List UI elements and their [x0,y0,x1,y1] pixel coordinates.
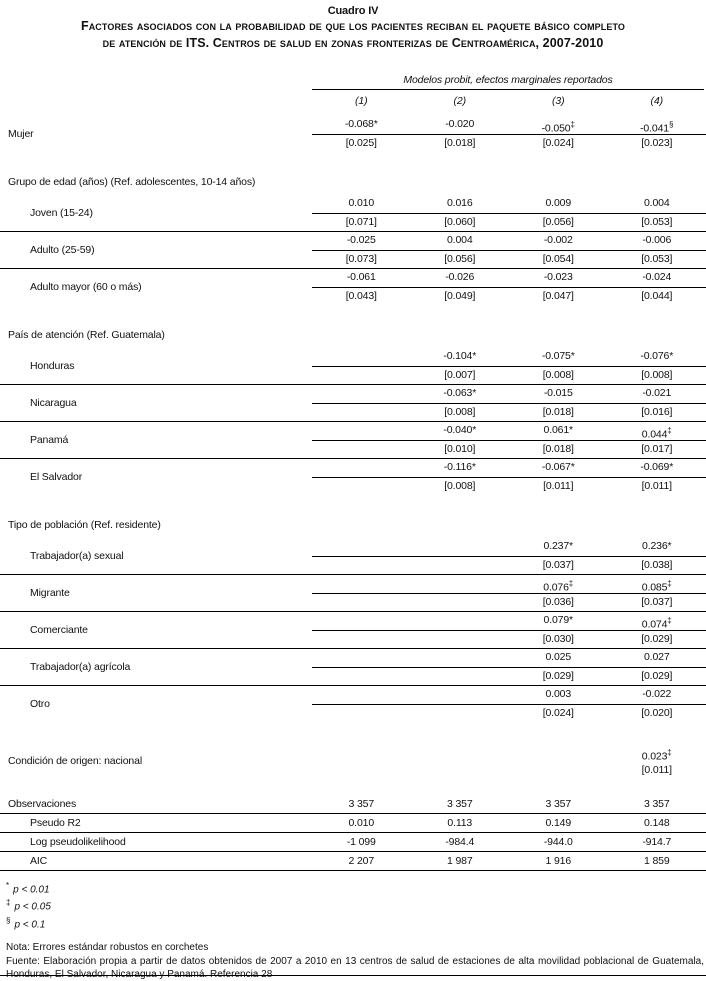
stderr-cell: [0.011] [641,479,672,492]
stderr-cell: [0.024] [542,136,574,149]
column-header-1: (1) [355,95,368,107]
stat-cell: -984.4 [445,836,475,848]
coefficient-cell: 0.237* [509,538,608,557]
stat-cell: 1 859 [643,855,670,867]
stderr-cell: [0.024] [542,706,574,719]
coefficient-cell [411,686,510,705]
stderr-cell: [0.008] [641,368,673,381]
stderr-cell: [0.008] [542,368,574,381]
stat-cell: 0.149 [545,817,572,829]
coefficient-cell [312,538,411,557]
row-label: Adulto (25-59) [30,243,95,256]
stat-cell: -1 099 [346,836,376,848]
stat-cell: 3 357 [446,798,473,810]
coefficient-cell: -0.050‡ [509,116,608,135]
stat-cell: 3 357 [348,798,375,810]
row-label: Comerciante [30,623,88,636]
stderr-cell: [0.010] [444,442,476,455]
coefficient-cell: 0.025 [509,649,608,668]
coefficient-cell: 0.027 [608,649,706,668]
bottom-rule [0,975,706,976]
coefficient-cell [411,612,510,631]
coefficient-cell [411,538,510,557]
coefficient-cell [312,649,411,668]
coefficient-cell: -0.023 [509,269,608,288]
coefficient-cell [411,744,510,762]
row-label: El Salvador [30,470,83,483]
coefficient-cell: -0.025 [312,232,411,251]
stat-row [0,852,706,871]
table-title-line1: Factores asociados con la probabilidad de que los pacientes reciban el paquete básico completo [80,19,626,33]
stderr-cell [312,404,411,422]
coefficient-cell: -0.067* [509,459,608,478]
section-label: Grupo de edad (años) (Ref. adolescentes, 10-14 años) [8,176,256,188]
stderr-cell: [0.011] [641,763,672,776]
coefficient-cell: -0.075* [509,348,608,367]
stderr-cell: [0.037] [641,595,673,608]
stat-cell: 3 357 [643,798,670,810]
coefficient-cell: 0.023‡ [641,748,672,763]
variable-block [0,116,706,152]
models-header: Modelos probit, efectos marginales reportados [312,74,704,90]
stderr-cell: [0.047] [542,289,574,302]
stderr-cell [411,668,510,686]
coefficient-cell: -0.076* [608,348,706,367]
coefficient-cell: -0.022 [608,686,706,705]
stderr-cell: [0.056] [444,252,476,265]
coefficient-cell: 0.079* [509,612,608,631]
note-text: Nota: Errores estándar robustos en corchetes [6,941,209,953]
model-statistics [0,795,706,871]
stderr-cell: [0.056] [542,215,574,228]
column-headers-row [0,90,706,112]
table-number: Cuadro IV [327,5,379,17]
footnote [6,914,706,931]
coefficient-cell: -0.021 [608,385,706,404]
stderr-cell [509,762,608,780]
regression-table-body [0,116,706,779]
stderr-cell [411,705,510,723]
stderr-cell: [0.017] [641,442,673,455]
stat-cell: 1 987 [446,855,473,867]
stat-cell: 2 207 [348,855,375,867]
stderr-cell [312,762,411,780]
table-title-line2: de atención de ITS. Centros de salud en zonas fronterizas de Centroamérica, 2007-2010 [102,36,604,50]
footnote-marker: * [6,881,10,890]
variable-block [0,269,706,305]
section-label: País de atención (Ref. Guatemala) [8,329,165,341]
coefficient-cell [312,348,411,367]
stat-cell: 1 916 [545,855,572,867]
stderr-cell: [0.016] [641,405,673,418]
stat-cell: 0.148 [643,817,670,829]
stderr-cell: [0.025] [345,136,377,149]
stderr-cell [312,557,411,575]
stat-label: AIC [30,855,48,867]
column-header-4: (4) [650,95,663,107]
variable-block [0,538,706,575]
stderr-cell [312,631,411,649]
stderr-cell: [0.029] [641,632,673,645]
row-label: Migrante [30,586,70,599]
variable-block [0,686,706,722]
coefficient-cell [312,459,411,478]
stderr-cell: [0.054] [542,252,574,265]
coefficient-cell: 0.085‡ [608,575,706,594]
coefficient-cell: 0.061* [509,422,608,441]
coefficient-cell: -0.063* [411,385,510,404]
coefficient-cell: -0.026 [411,269,510,288]
stderr-cell: [0.023] [641,136,673,149]
column-header-3: (3) [552,95,565,107]
stderr-cell: [0.018] [542,442,574,455]
coefficient-cell: -0.020 [411,116,510,135]
coefficient-cell [312,575,411,594]
stderr-cell: [0.008] [444,405,476,418]
stderr-cell [312,441,411,459]
significance-marker: ‡ [667,579,672,588]
stat-row [0,795,706,814]
variable-block [0,232,706,269]
footnote-marker: ‡ [6,898,11,908]
significance-marker: ‡ [570,120,575,129]
significance-marker: ‡ [568,579,574,588]
stderr-cell: [0.043] [345,289,377,302]
coefficient-cell: -0.061 [312,269,411,288]
coefficient-cell [509,744,608,762]
coefficient-cell: -0.040* [411,422,510,441]
stat-cell: -944.0 [543,836,573,848]
coefficient-cell: -0.069* [608,459,706,478]
stderr-cell: [0.029] [542,669,574,682]
row-label: Mujer [8,127,34,140]
variable-block [0,422,706,459]
variable-block [0,459,706,495]
stderr-cell [312,594,411,612]
footnote-text: p < 0.01 [13,884,50,896]
coefficient-cell: 0.004 [411,232,510,251]
coefficient-cell: 0.044‡ [608,422,706,441]
row-label: Joven (15-24) [30,206,93,219]
row-label: Condición de origen: nacional [8,755,142,767]
row-label: Otro [30,697,50,710]
section-label: Tipo de población (Ref. residente) [8,519,161,531]
coefficient-cell [411,649,510,668]
coefficient-cell [411,575,510,594]
stderr-cell: [0.053] [641,252,673,265]
coefficient-cell [312,686,411,705]
column-header-2: (2) [453,95,466,107]
coefficient-cell: 0.010 [312,195,411,214]
coefficient-cell: -0.024 [608,269,706,288]
stderr-cell: [0.018] [542,405,574,418]
stderr-cell: [0.030] [542,632,574,645]
stderr-cell [411,631,510,649]
stderr-cell: [0.011] [543,479,574,492]
footnote [6,896,706,913]
stderr-cell: [0.038] [641,558,673,571]
variable-block [0,195,706,232]
coefficient-cell: -0.006 [608,232,706,251]
coefficient-cell [312,744,411,762]
variable-block [0,649,706,686]
coefficient-cell: -0.041§ [608,116,706,135]
stat-cell: 0.113 [447,817,473,829]
footnote-text: p < 0.05 [14,901,51,913]
stderr-cell [411,762,510,780]
coefficient-cell: -0.002 [509,232,608,251]
significance-footnotes [0,879,706,931]
variable-block [0,348,706,385]
stderr-cell [312,478,411,496]
coefficient-cell: 0.074‡ [608,612,706,631]
stderr-cell [312,668,411,686]
stat-cell: 0.010 [348,817,375,829]
stderr-cell [312,367,411,385]
variable-block [0,612,706,649]
stderr-cell: [0.037] [542,558,574,571]
stderr-cell: [0.049] [444,289,476,302]
stderr-cell [411,557,510,575]
row-label: Panamá [30,433,69,446]
coefficient-cell [312,612,411,631]
stat-cell: -914.7 [642,836,672,848]
coefficient-cell: 0.236* [608,538,706,557]
row-label: Honduras [30,359,75,372]
stderr-cell: [0.053] [641,215,673,228]
variable-block [0,575,706,612]
stderr-cell: [0.029] [641,669,673,682]
stderr-cell: [0.073] [345,252,377,265]
coefficient-cell: 0.004 [608,195,706,214]
coefficient-cell [312,385,411,404]
stderr-cell: [0.036] [542,595,574,608]
coefficient-cell: -0.015 [509,385,608,404]
coefficient-cell: -0.068* [312,116,411,135]
significance-marker: ‡ [667,616,672,625]
stat-row [0,833,706,852]
stat-label: Pseudo R2 [30,817,81,829]
row-label: Nicaragua [30,396,77,409]
stderr-cell: [0.008] [444,479,476,492]
coefficient-cell: 0.016 [411,195,510,214]
stat-row [0,814,706,833]
variable-block [0,744,706,779]
coefficient-cell: -0.104* [411,348,510,367]
coefficient-cell: 0.009 [509,195,608,214]
stderr-cell: [0.018] [444,136,476,149]
coefficient-cell [312,422,411,441]
stderr-cell: [0.071] [345,215,377,228]
stderr-cell: [0.007] [444,368,476,381]
stderr-cell [312,705,411,723]
stat-cell: 3 357 [545,798,572,810]
stderr-cell: [0.044] [641,289,673,302]
footnote-text: p < 0.1 [14,918,46,930]
footnote-marker: § [6,915,11,925]
significance-marker: ‡ [667,426,672,435]
significance-marker: § [668,120,674,129]
footnote [6,879,706,896]
row-label: Trabajador(a) sexual [30,549,124,562]
coefficient-cell: 0.076‡ [509,575,608,594]
variable-block [0,385,706,422]
stat-label: Log pseudolikelihood [30,836,126,848]
stderr-cell: [0.060] [444,215,476,228]
stat-label: Observaciones [8,798,77,810]
stderr-cell: [0.020] [641,706,673,719]
significance-marker: ‡ [667,748,672,757]
coefficient-cell: 0.003 [509,686,608,705]
row-label: Trabajador(a) agrícola [30,660,131,673]
stderr-cell [411,594,510,612]
coefficient-cell: -0.116* [411,459,510,478]
source-text: Fuente: Elaboración propia a partir de datos obtenidos de 2007 a 2010 en 13 centros de salud de estaciones de alta movilidad poblacional de Guatemala, Honduras, El Salvador, Nicaragua y Panamá. Referencia 28 [6,955,704,980]
row-label: Adulto mayor (60 o más) [30,280,142,293]
